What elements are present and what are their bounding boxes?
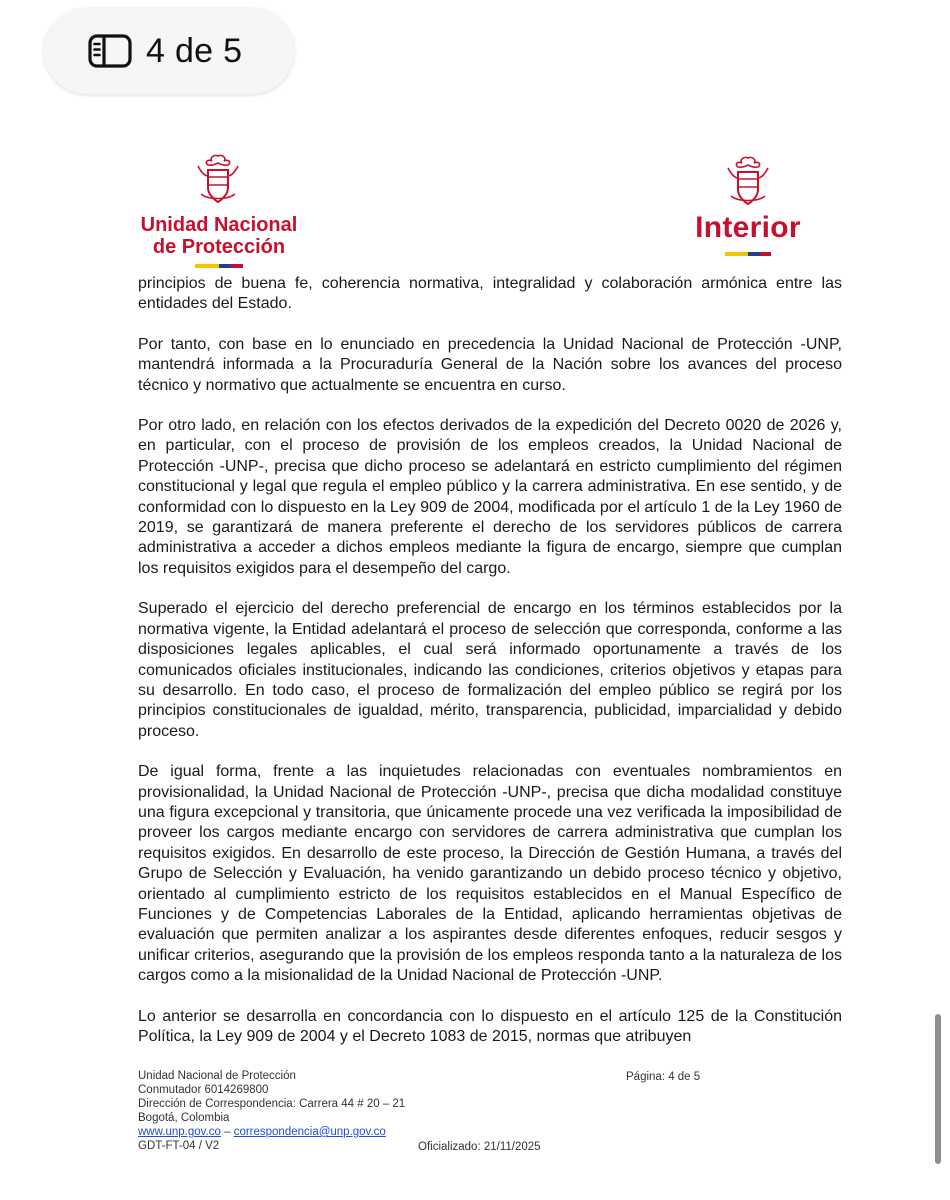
logo-right-word: Interior — [695, 211, 801, 244]
footer-org: Unidad Nacional de Protección — [138, 1070, 296, 1082]
coat-of-arms-icon — [724, 156, 772, 208]
website-link[interactable]: www.unp.gov.co — [138, 1126, 221, 1138]
scrollbar[interactable] — [935, 1014, 941, 1164]
footer-address: Dirección de Correspondencia: Carrera 44 # 20 – 21 — [138, 1098, 406, 1110]
email-link[interactable]: correspondencia@unp.gov.co — [233, 1126, 386, 1138]
body-paragraph: principios de buena fe, coherencia normativa, integralidad y colaboración armónica entre las entidades del Estado. — [138, 275, 842, 313]
footer-official-date: Oficializado: 21/11/2025 — [418, 1141, 541, 1153]
body-paragraph: Por tanto, con base en lo enunciado en precedencia la Unidad Nacional de Protección -UNP, mantendrá informada a la Procuraduría General de la Nación sobre los avances del proceso técnico y normativo que actualmente se encuentra en curso. — [138, 335, 842, 394]
page-indicator-label: 4 de 5 — [146, 31, 243, 70]
flag-strip — [725, 252, 771, 256]
document-body — [138, 274, 842, 1067]
footer-city: Bogotá, Colombia — [138, 1112, 230, 1124]
page-indicator[interactable] — [44, 8, 294, 94]
flag-strip — [195, 264, 243, 268]
body-paragraph: Por otro lado, en relación con los efectos derivados de la expedición del Decreto 0020 de 2026 y, en particular, con el proceso de provisión de los empleos creados, la Unidad Nacional de Protección -UNP-, precisa que dicho proceso se adelantará en estricto cumplimiento del régimen constitucional y legal que regula el empleo público y la carrera administrativa. En ese sentido, y de conformidad con lo dispuesto en la Ley 909 de 2004, modificada por el artículo 1 de la Ley 1960 de 2019, se garantizará de manera preferente el derecho de los servidores públicos de carrera administrativa a acceder a dichos empleos mediante la figura de encargo, siempre que cumplan los requisitos exigidos para el desempeño del cargo. — [138, 417, 842, 577]
coat-of-arms-icon — [194, 154, 242, 206]
body-paragraph: Superado el ejercicio del derecho preferencial de encargo en los términos establecidos por la normativa vigente, la Entidad adelantará el proceso de selección que corresponda, conforme a las disposiciones legales aplicables, el cual será informado oportunamente a través de los comunicados oficiales institucionales, indicando las condiciones, criterios objetivos y etapas para su desarrollo. En todo caso, el proceso de formalización del empleo público se regirá por los principios constitucionales de igualdad, mérito, transparencia, publicidad, imparcialidad y debido proceso. — [138, 600, 842, 740]
sidebar-icon — [88, 34, 132, 68]
footer-page-number: Página: 4 de 5 — [626, 1071, 701, 1083]
body-paragraph: Lo anterior se desarrolla en concordancia con lo dispuesto en el artículo 125 de la Constitución Política, la Ley 909 de 2004 y el Decreto 1083 de 2015, normas que atribuyen — [138, 1007, 842, 1045]
logo-left-line2: de Protección — [152, 236, 286, 258]
footer-links — [138, 1125, 738, 1139]
footer-separator: – — [220, 1126, 234, 1138]
interior-logo — [688, 156, 808, 264]
body-paragraph: De igual forma, frente a las inquietudes relacionadas con eventuales nombramientos en provisionalidad, la Unidad Nacional de Protección -UNP-, precisa que dicha modalidad constituye una figura excepcional y transitoria, que únicamente procede una vez verificada la imposibilidad de proveer los cargos mediante encargo con servidores de carrera administrativa que cumplan los requisitos exigidos. En desarrollo de este proceso, la Dirección de Gestión Humana, a través del Grupo de Selección y Evaluación, ha venido garantizando un debido proceso técnico y objetivo, orientado al cumplimiento estricto de los requisitos establecidos en el Manual Específico de Funciones y de Competencias Laborales de la Entidad, aplicando herramientas objetivas de evaluación que permiten analizar a los aspirantes desde diferentes enfoques, reducir sesgos y unificar criterios, asegurando que la provisión de los empleos responda tanto a la naturaleza de los cargos como a la misionalidad de la Unidad Nacional de Protección -UNP. — [138, 763, 842, 985]
logo-left-line1: Unidad Nacional — [140, 214, 298, 236]
footer-code: GDT-FT-04 / V2 — [138, 1140, 220, 1152]
footer-phone: Conmutador 6014269800 — [138, 1084, 269, 1096]
unp-logo — [138, 154, 300, 266]
